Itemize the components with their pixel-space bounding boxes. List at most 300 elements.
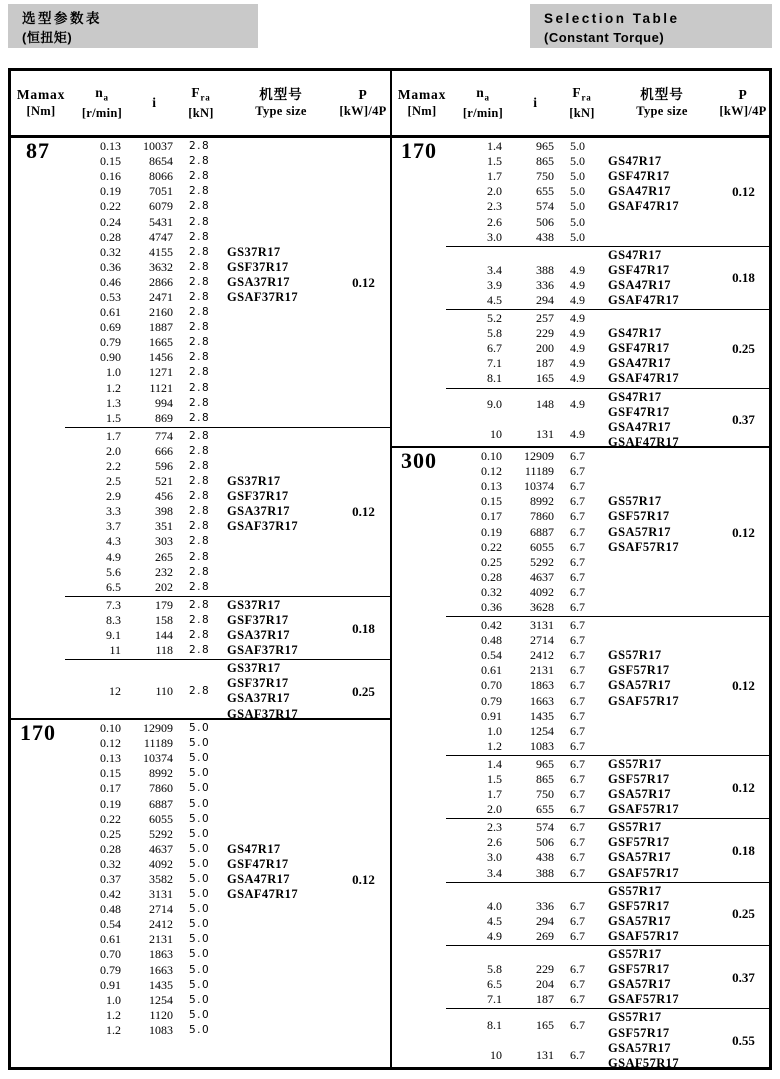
i-value: 506 [536, 214, 554, 229]
i-value: 574 [536, 199, 554, 214]
power-value: 0.12 [732, 678, 755, 694]
i-value: 131 [536, 427, 554, 442]
header-label: i [533, 95, 538, 110]
type-size-value: GS57R17 [608, 820, 662, 835]
mamax-value: 87 [26, 138, 50, 163]
i-value: 303 [155, 534, 173, 549]
type-size-value: GSA37R17 [227, 628, 290, 643]
i-value: 204 [536, 977, 554, 992]
fra-value: 2.8 [189, 200, 211, 213]
i-value: 232 [155, 564, 173, 579]
i-value: 865 [536, 154, 554, 169]
header-col-na [71, 85, 133, 122]
title-cn-line2: (恒扭矩) [22, 30, 73, 45]
i-value: 202 [155, 579, 173, 594]
mamax-section-170 [392, 138, 769, 449]
fra-value: 5.0 [189, 767, 211, 780]
fra-value: 5.0 [189, 752, 211, 765]
fra-value: 5.0 [189, 827, 211, 840]
type-size-value: GSAF57R17 [608, 693, 679, 708]
i-value: 2866 [149, 274, 173, 289]
fra-value: 6.7 [570, 835, 585, 850]
type-size-value: GSF37R17 [227, 676, 289, 691]
type-size-value: GSA57R17 [608, 787, 671, 802]
type-size-value: GS37R17 [227, 474, 281, 489]
na-value: 3.9 [487, 277, 502, 292]
power-value: 0.12 [352, 274, 375, 290]
mamax-value: 300 [401, 448, 437, 473]
na-value: 7.1 [487, 992, 502, 1007]
header-unit: [Nm] [26, 104, 56, 118]
fra-value: 6.7 [570, 554, 585, 569]
na-value: 0.10 [481, 449, 502, 464]
i-value: 2131 [149, 932, 173, 947]
i-value: 750 [536, 787, 554, 802]
i-value: 750 [536, 169, 554, 184]
fra-value: 2.8 [189, 684, 211, 697]
fra-value: 6.7 [570, 898, 585, 913]
na-value: 0.17 [481, 509, 502, 524]
na-value: 0.91 [100, 977, 121, 992]
i-value: 388 [536, 262, 554, 277]
i-value: 1435 [530, 708, 554, 723]
i-value: 4637 [149, 841, 173, 856]
table-half-right [390, 71, 769, 1067]
type-size-value: GSF57R17 [608, 962, 670, 977]
mamax-section-300 [392, 446, 769, 1067]
type-size-value: GSF47R17 [227, 856, 289, 871]
fra-value: 2.8 [189, 629, 211, 642]
header-unit: Type size [636, 104, 688, 118]
i-value: 257 [536, 311, 554, 326]
na-value: 3.4 [487, 865, 502, 880]
fra-value: 4.9 [570, 371, 585, 386]
selection-block [446, 309, 769, 387]
type-size-value: GS37R17 [227, 661, 281, 676]
i-value: 1083 [149, 1022, 173, 1037]
i-value: 6079 [149, 199, 173, 214]
header-col-typesize [226, 87, 336, 119]
fra-value: 6.7 [570, 723, 585, 738]
na-value: 3.4 [487, 262, 502, 277]
fra-value: 6.7 [570, 787, 585, 802]
i-value: 506 [536, 835, 554, 850]
fra-value: 4.9 [570, 262, 585, 277]
na-value: 2.6 [487, 214, 502, 229]
i-value: 5431 [149, 214, 173, 229]
fra-value: 2.8 [189, 580, 211, 593]
type-size-value: GSA47R17 [608, 356, 671, 371]
na-value: 0.19 [100, 796, 121, 811]
fra-value: 5.0 [189, 842, 211, 855]
fra-value: 6.7 [570, 772, 585, 787]
na-value: 0.22 [100, 811, 121, 826]
i-value: 4092 [530, 584, 554, 599]
header-col-i [133, 95, 176, 111]
fra-value: 2.8 [189, 505, 211, 518]
type-size-value: GSAF47R17 [608, 434, 679, 449]
fra-value: 6.7 [570, 913, 585, 928]
power-value: 0.37 [732, 969, 755, 985]
na-value: 0.79 [481, 693, 502, 708]
table-header-left [11, 71, 390, 138]
na-value: 0.42 [100, 887, 121, 902]
i-value: 187 [536, 992, 554, 1007]
na-value: 1.3 [106, 395, 121, 410]
na-value: 0.12 [100, 736, 121, 751]
i-value: 1435 [149, 977, 173, 992]
fra-value: 2.8 [189, 215, 211, 228]
i-value: 179 [155, 597, 173, 612]
i-value: 165 [536, 1017, 554, 1032]
fra-value: 2.8 [189, 444, 211, 457]
fra-value: 2.8 [189, 306, 211, 319]
title-box-english [530, 4, 772, 48]
na-value: 0.15 [481, 494, 502, 509]
fra-value: 6.7 [570, 663, 585, 678]
power-value: 0.12 [732, 524, 755, 540]
i-value: 574 [536, 820, 554, 835]
type-size-value: GSF47R17 [608, 262, 670, 277]
i-value: 165 [536, 371, 554, 386]
na-value: 0.79 [100, 962, 121, 977]
fra-value: 6.7 [570, 802, 585, 817]
fra-value: 2.8 [189, 520, 211, 533]
fra-value: 5.0 [570, 199, 585, 214]
power-value: 0.25 [352, 683, 375, 699]
type-size-value: GSAF47R17 [227, 887, 298, 902]
i-value: 3582 [149, 871, 173, 886]
i-value: 1254 [530, 723, 554, 738]
fra-value: 2.8 [189, 275, 211, 288]
header-label: 机型号 [640, 87, 684, 102]
na-value: 6.7 [487, 341, 502, 356]
type-size-value: GS47R17 [608, 154, 662, 169]
na-value: 8.1 [487, 1017, 502, 1032]
i-value: 6887 [149, 796, 173, 811]
na-value: 0.36 [481, 599, 502, 614]
na-value: 0.37 [100, 871, 121, 886]
na-value: 1.2 [106, 380, 121, 395]
fra-value: 2.8 [189, 396, 211, 409]
na-value: 1.0 [487, 723, 502, 738]
i-value: 351 [155, 519, 173, 534]
i-value: 200 [536, 341, 554, 356]
type-size-value: GS57R17 [608, 883, 662, 898]
fra-value: 6.7 [570, 524, 585, 539]
na-value: 2.0 [106, 443, 121, 458]
i-value: 229 [536, 326, 554, 341]
na-value: 0.12 [481, 464, 502, 479]
na-value: 1.0 [106, 365, 121, 380]
title-en-line2: (Constant Torque) [544, 30, 665, 45]
na-value: 1.5 [487, 154, 502, 169]
i-value: 294 [536, 292, 554, 307]
na-value: 8.3 [106, 612, 121, 627]
selection-block [65, 659, 390, 722]
na-value: 0.61 [100, 932, 121, 947]
na-value: 4.0 [487, 898, 502, 913]
i-value: 994 [155, 395, 173, 410]
i-value: 8066 [149, 169, 173, 184]
na-value: 0.79 [100, 335, 121, 350]
i-value: 294 [536, 913, 554, 928]
i-value: 131 [536, 1048, 554, 1063]
header-col-typesize [607, 87, 717, 119]
na-value: 0.19 [481, 524, 502, 539]
fra-value: 6.7 [570, 820, 585, 835]
i-value: 187 [536, 356, 554, 371]
type-size-value: GS47R17 [608, 389, 662, 404]
na-value: 0.70 [481, 678, 502, 693]
na-value: 1.4 [487, 139, 502, 154]
i-value: 5292 [530, 554, 554, 569]
section-blocks [65, 138, 390, 723]
fra-value: 5.0 [189, 918, 211, 931]
header-label: $n_a$ [95, 84, 109, 103]
i-value: 8992 [530, 494, 554, 509]
i-value: 336 [536, 898, 554, 913]
i-value: 1456 [149, 350, 173, 365]
na-value: 2.5 [106, 474, 121, 489]
fra-value: 2.8 [189, 245, 211, 258]
fra-value: 2.8 [189, 535, 211, 548]
na-value-stack [65, 661, 121, 721]
fra-value: 2.8 [189, 381, 211, 394]
na-value: 3.0 [487, 850, 502, 865]
i-value: 1887 [149, 320, 173, 335]
i-value: 869 [155, 410, 173, 425]
i-value: 10374 [143, 751, 173, 766]
i-value: 4155 [149, 244, 173, 259]
type-size-value: GSA37R17 [227, 691, 290, 706]
na-value: 9.1 [106, 628, 121, 643]
i-value: 118 [155, 643, 173, 658]
i-value: 229 [536, 962, 554, 977]
fra-value: 4.9 [570, 341, 585, 356]
table-body-right [392, 138, 769, 1067]
fra-value: 2.8 [189, 351, 211, 364]
fra-value: 5.0 [189, 737, 211, 750]
na-value: 0.70 [100, 947, 121, 962]
i-value: 388 [536, 865, 554, 880]
type-size-value: GSA47R17 [608, 419, 671, 434]
type-size-value: GSAF47R17 [608, 371, 679, 386]
type-size-value: GSA57R17 [608, 913, 671, 928]
fra-value: 5.0 [189, 948, 211, 961]
na-value: 4.3 [106, 534, 121, 549]
na-value: 0.22 [481, 539, 502, 554]
fra-value: 4.9 [570, 427, 585, 442]
selection-block [65, 720, 390, 1039]
i-value: 521 [155, 474, 173, 489]
na-value: 8.1 [487, 371, 502, 386]
type-size-value: GSA57R17 [608, 524, 671, 539]
i-value: 8654 [149, 154, 173, 169]
i-value: 774 [155, 428, 173, 443]
type-size-value: GSF37R17 [227, 259, 289, 274]
fra-value: 6.7 [570, 678, 585, 693]
i-value: 3131 [530, 618, 554, 633]
na-value: 4.5 [487, 292, 502, 307]
power-value: 0.12 [732, 184, 755, 200]
selection-block [446, 448, 769, 616]
fra-value: 4.9 [570, 397, 585, 412]
i-value: 269 [536, 928, 554, 943]
na-value: 0.36 [100, 259, 121, 274]
fra-value: 2.8 [189, 490, 211, 503]
i-value: 2714 [149, 902, 173, 917]
na-value: 1.4 [487, 756, 502, 771]
fra-value: 2.8 [189, 460, 211, 473]
fra-value: 2.8 [189, 170, 211, 183]
fra-value: 2.8 [189, 644, 211, 657]
na-value: 10 [490, 1048, 502, 1063]
na-value: 6.5 [106, 579, 121, 594]
na-value: 1.7 [106, 428, 121, 443]
fra-value: 6.7 [570, 962, 585, 977]
fra-value: 6.7 [570, 479, 585, 494]
i-value: 2412 [149, 917, 173, 932]
type-size-value: GSAF57R17 [608, 539, 679, 554]
i-value: 10037 [143, 139, 173, 154]
header-label: $n_a$ [476, 84, 490, 103]
na-value: 1.7 [487, 787, 502, 802]
fra-value: 5.0 [189, 812, 211, 825]
fra-value: 6.7 [570, 584, 585, 599]
fra-value: 6.7 [570, 693, 585, 708]
i-value: 148 [536, 397, 554, 412]
na-value: 4.9 [487, 928, 502, 943]
fra-value: 2.8 [189, 429, 211, 442]
type-size-value: GSAF37R17 [227, 289, 298, 304]
fra-value: 6.7 [570, 928, 585, 943]
fra-value: 5.0 [189, 978, 211, 991]
type-size-value: GSAF47R17 [608, 199, 679, 214]
power-value: 0.12 [352, 504, 375, 520]
header-unit: [kW]/4P [339, 104, 387, 118]
na-value: 0.13 [481, 479, 502, 494]
na-value: 0.54 [481, 648, 502, 663]
i-value: 158 [155, 612, 173, 627]
selection-block [446, 755, 769, 818]
na-value: 5.2 [487, 311, 502, 326]
i-value: 398 [155, 504, 173, 519]
selection-block [65, 138, 390, 427]
i-value: 7051 [149, 184, 173, 199]
header-label: Mamax [16, 87, 66, 102]
type-size-value: GS57R17 [608, 494, 662, 509]
na-value: 11 [109, 643, 121, 658]
fra-value: 2.8 [189, 550, 211, 563]
fra-value: 6.7 [570, 633, 585, 648]
selection-block [65, 596, 390, 659]
na-value: 0.54 [100, 917, 121, 932]
na-value: 0.17 [100, 781, 121, 796]
power-value: 0.12 [732, 779, 755, 795]
na-value: 1.2 [106, 1007, 121, 1022]
i-value: 6055 [530, 539, 554, 554]
fra-value: 5.0 [189, 872, 211, 885]
type-size-value: GSAF57R17 [608, 928, 679, 943]
fra-value: 5.0 [189, 857, 211, 870]
i-value: 2412 [530, 648, 554, 663]
type-size-value: GSF57R17 [608, 772, 670, 787]
mamax-section-87 [11, 138, 390, 721]
fra-value: 6.7 [570, 756, 585, 771]
i-value: 8992 [149, 766, 173, 781]
na-value-stack [446, 390, 502, 450]
type-size-value: GS37R17 [227, 597, 281, 612]
na-value: 3.0 [487, 229, 502, 244]
type-size-value: GSF57R17 [608, 663, 670, 678]
na-value: 2.9 [106, 489, 121, 504]
na-value: 0.28 [481, 569, 502, 584]
fra-value: 6.7 [570, 850, 585, 865]
power-value: 0.18 [732, 270, 755, 286]
na-value: 0.19 [100, 184, 121, 199]
na-value: 10 [490, 427, 502, 442]
header-unit: [kN] [569, 106, 595, 121]
i-value: 1863 [530, 678, 554, 693]
type-size-value: GSAF47R17 [608, 292, 679, 307]
selection-block [65, 427, 390, 596]
fra-value: 5.0 [570, 139, 585, 154]
type-size-value: GSF37R17 [227, 612, 289, 627]
i-value: 1083 [530, 738, 554, 753]
table-header-right [392, 71, 769, 138]
mamax-value: 170 [20, 720, 56, 745]
i-value: 1271 [149, 365, 173, 380]
type-size-value: GS57R17 [608, 756, 662, 771]
table-body-left [11, 138, 390, 1067]
fra-value: 4.9 [570, 326, 585, 341]
i-value: 336 [536, 277, 554, 292]
i-value: 6055 [149, 811, 173, 826]
na-value: 0.16 [100, 169, 121, 184]
na-value: 4.9 [106, 549, 121, 564]
type-size-value: GSA47R17 [608, 277, 671, 292]
na-value: 0.90 [100, 350, 121, 365]
na-value: 0.13 [100, 139, 121, 154]
i-value: 7860 [149, 781, 173, 796]
i-value: 2714 [530, 633, 554, 648]
na-value: 0.32 [100, 856, 121, 871]
header-label: i [152, 95, 157, 110]
fra-value: 2.8 [189, 321, 211, 334]
section-blocks [446, 138, 769, 451]
i-value: 655 [536, 184, 554, 199]
na-value-stack [446, 1010, 502, 1067]
header-label: P [738, 87, 748, 102]
type-size-value: GSF57R17 [608, 509, 670, 524]
i-value-stack [502, 390, 554, 450]
i-value: 666 [155, 443, 173, 458]
i-value: 12909 [143, 721, 173, 736]
type-size-value: GSAF57R17 [608, 1055, 679, 1067]
i-value: 5292 [149, 826, 173, 841]
type-size-value: GS47R17 [608, 326, 662, 341]
i-value: 1663 [149, 962, 173, 977]
na-value: 0.10 [100, 721, 121, 736]
i-value: 1120 [149, 1007, 173, 1022]
i-value: 2160 [149, 305, 173, 320]
section-blocks [446, 448, 769, 1067]
header-subscript: a [484, 92, 490, 103]
fra-value: 2.8 [189, 475, 211, 488]
i-value: 4637 [530, 569, 554, 584]
i-value: 1254 [149, 992, 173, 1007]
